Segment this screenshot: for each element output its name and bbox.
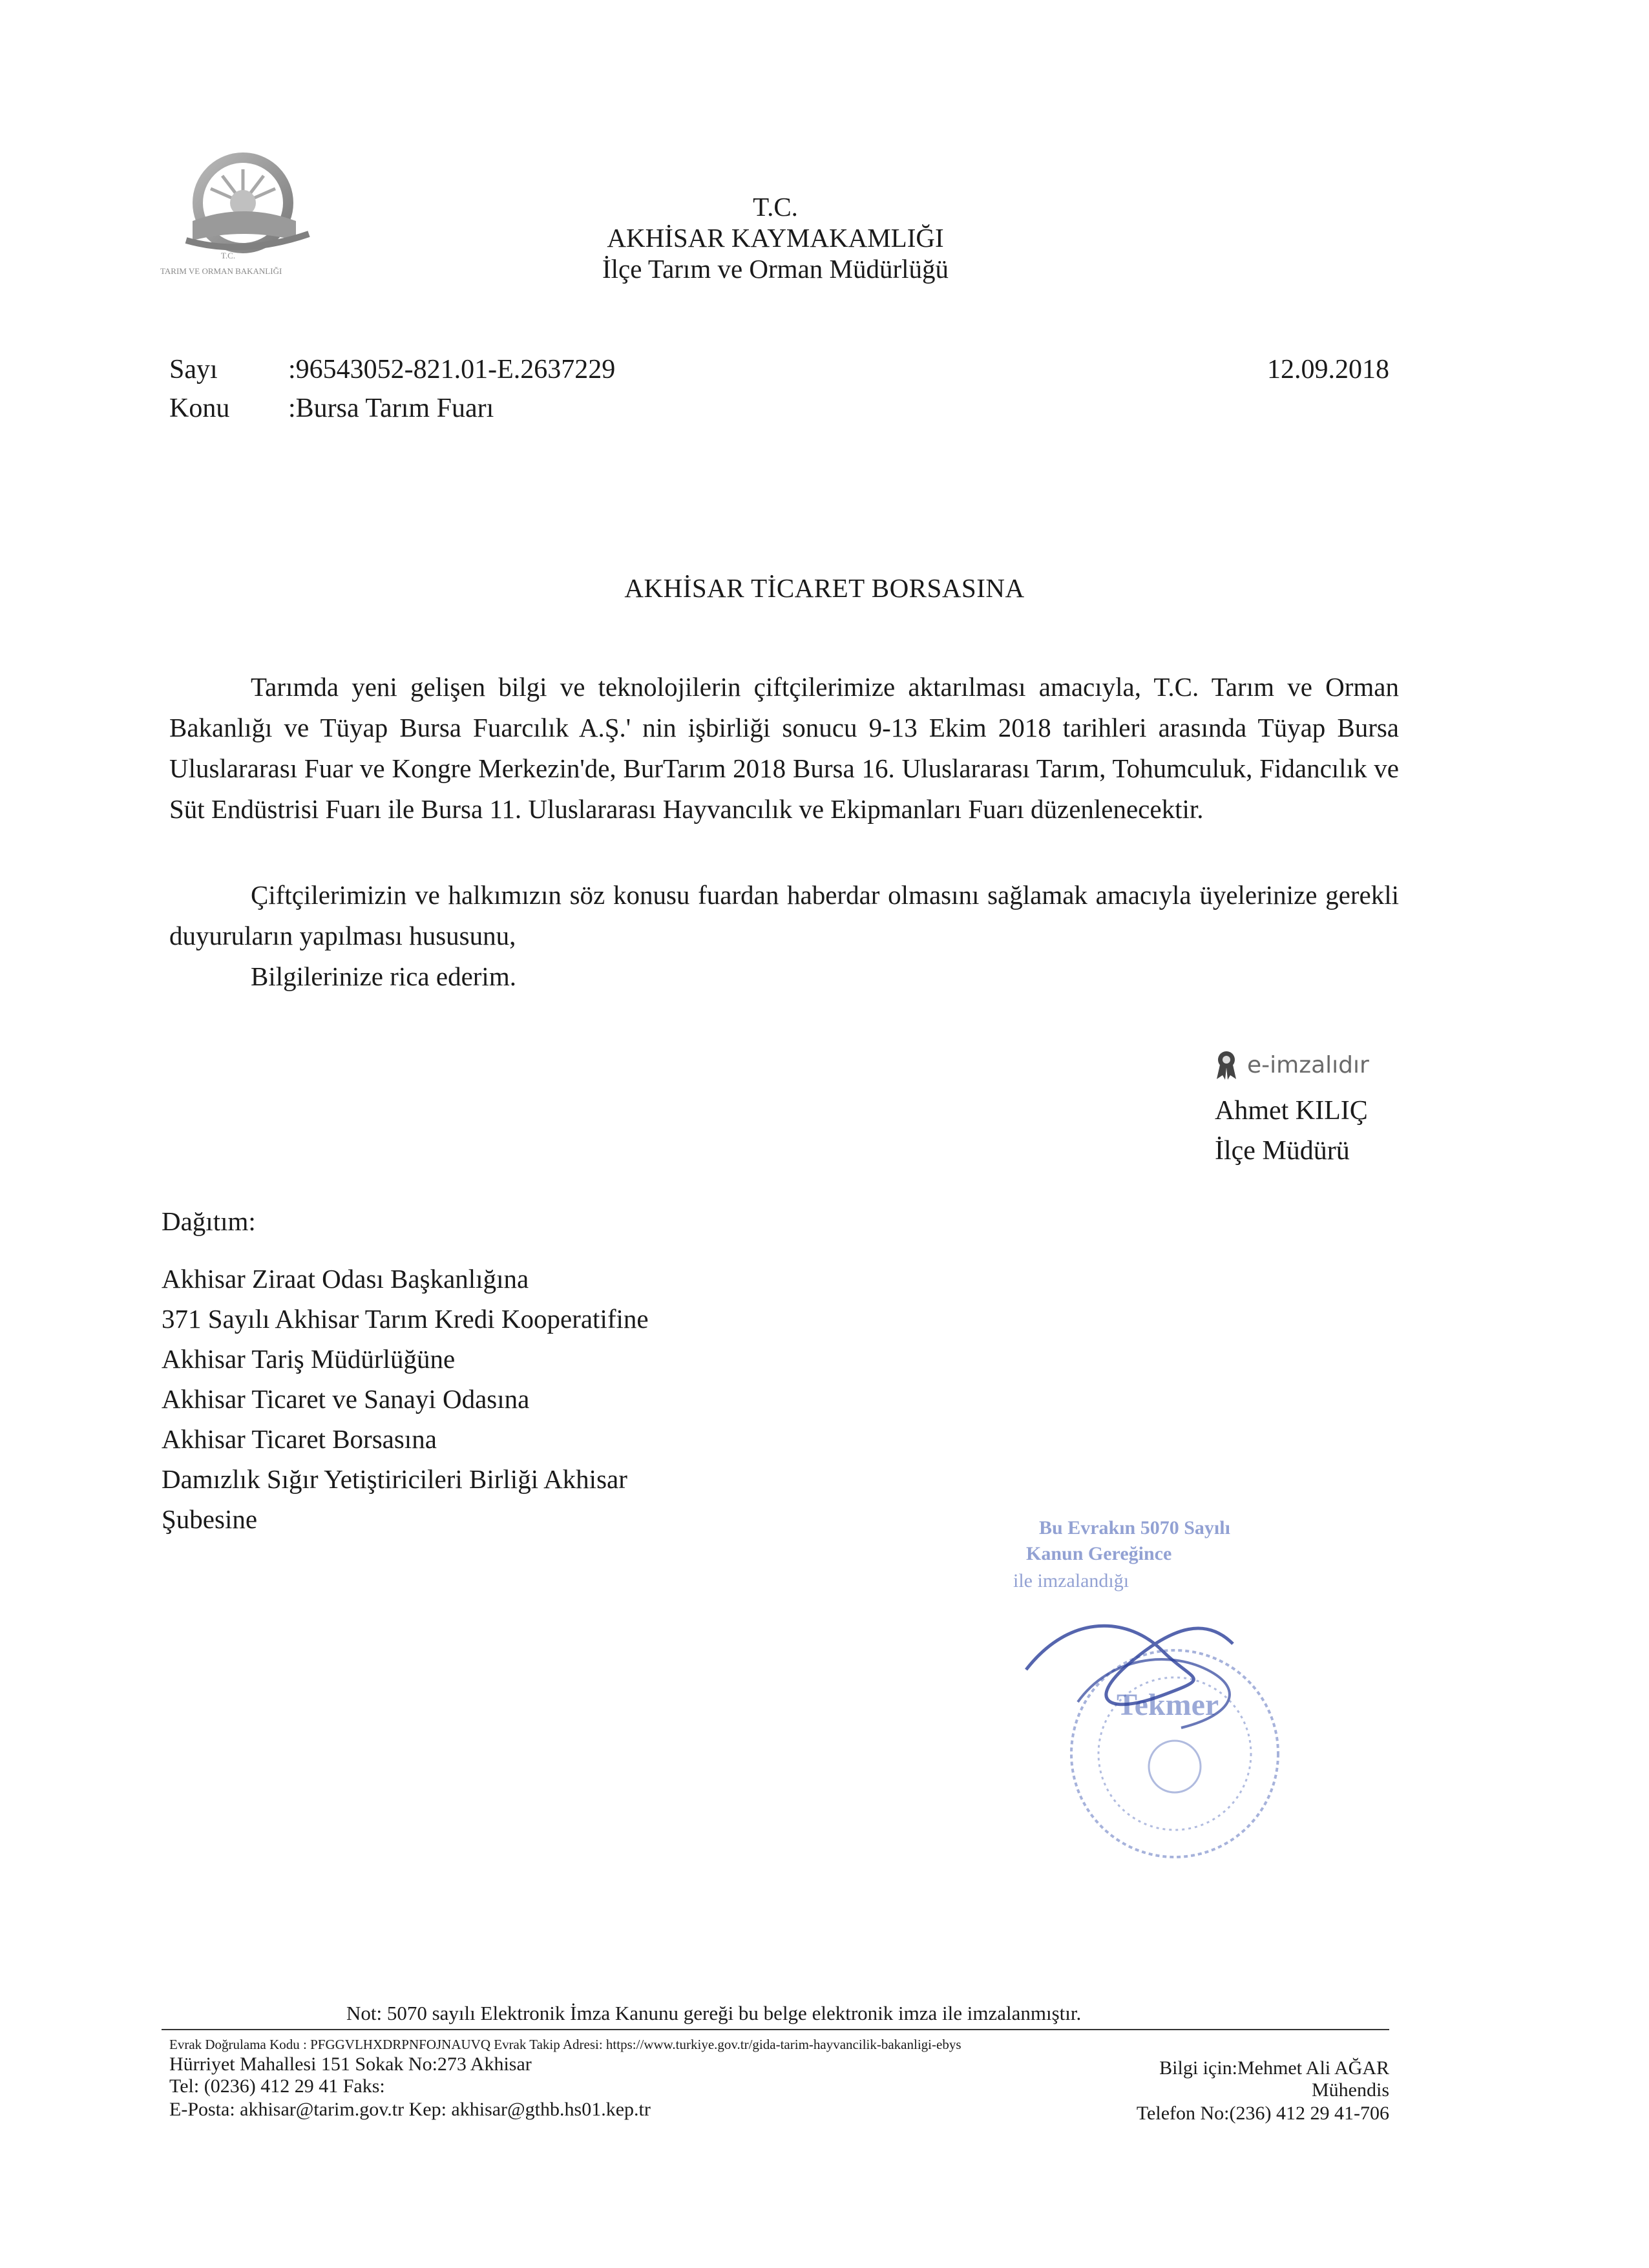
footer-info-phone: Telefon No:(236) 412 29 41-706 — [1136, 2103, 1389, 2124]
distribution-item: Akhisar Ticaret Borsasına — [162, 1424, 437, 1454]
svg-text:Tekmer: Tekmer — [1117, 1688, 1219, 1722]
distribution-item: Akhisar Tariş Müdürlüğüne — [162, 1344, 456, 1374]
header-line-tc: T.C. — [753, 192, 798, 222]
distribution-title: Dağıtım: — [162, 1206, 256, 1236]
distribution-list — [162, 1259, 649, 1539]
svg-text:Bu Evrakın 5070 Sayılı: Bu Evrakın 5070 Sayılı — [1039, 1517, 1230, 1538]
svg-text:ile imzalandığı: ile imzalandığı — [1013, 1570, 1129, 1591]
body-paragraph-1: Tarımda yeni gelişen bilgi ve teknolojilerin çiftçilerimize aktarılması amacıyla, T.C. Tarım ve Orman Bakanlığı ve Tüyap Bursa Fuarcılık A.Ş.' nin işbirliği sonucu 9-13 Ekim 2018 tarihleri arasında Tüyap Bursa Uluslararası Fuar ve Kongre Merkezin'de, BurTarım 2018 Bursa 16. Uluslararası Tarım, Tohumculuk, Fidancılık ve Süt Endüstrisi Fuarı ile Bursa 11. Uluslararası Hayvancılık ve Ekipmanları Fuarı düzenlenecektir. — [169, 672, 1399, 824]
distribution-item: 371 Sayılı Akhisar Tarım Kredi Kooperatifine — [162, 1304, 649, 1334]
ministry-emblem-icon — [160, 150, 330, 260]
signer-name: Ahmet KILIÇ — [1215, 1096, 1368, 1126]
distribution-item: Şubesine — [162, 1504, 258, 1534]
esignature-label: e-imzalıdır — [1247, 1051, 1369, 1078]
distribution-item: Akhisar Ziraat Odası Başkanlığına — [162, 1264, 529, 1294]
footer-info-contact: Bilgi için:Mehmet Ali AĞAR — [1159, 2057, 1389, 2079]
footer-tel: Tel: (0236) 412 29 41 Faks: — [169, 2075, 385, 2097]
ribbon-icon — [1215, 1049, 1238, 1080]
body-paragraph-3: Bilgilerinize rica ederim. — [251, 961, 516, 991]
konu-label: Konu — [169, 394, 230, 423]
logo-tc-text: T.C. — [220, 251, 236, 260]
stamp-seal-icon — [1000, 1508, 1304, 1870]
document-date: 12.09.2018 — [1267, 355, 1389, 384]
ministry-logo — [160, 150, 330, 287]
esignature-mark — [1215, 1049, 1369, 1080]
footer-verification: Evrak Doğrulama Kodu : PFGGVLHXDRPNFOJNAUVQ Evrak Takip Adresi: https://www.turkiye.gov.tr/gida-tarim-hayvancilik-bakanligi-ebys — [169, 2037, 961, 2052]
addressee: AKHİSAR TİCARET BORSASINA — [624, 573, 1025, 603]
header-line-mudurluk: İlçe Tarım ve Orman Müdürlüğü — [602, 254, 949, 284]
footer-address: Hürriyet Mahallesi 151 Sokak No:273 Akhisar — [169, 2053, 532, 2075]
footer-note: Not: 5070 sayılı Elektronik İmza Kanunu gereği bu belge elektronik imza ile imzalanmıştır. — [346, 2002, 1082, 2024]
signer-title: İlçe Müdürü — [1215, 1136, 1350, 1166]
header-line-kaymakamlik: AKHİSAR KAYMAKAMLIĞI — [607, 223, 944, 253]
footer-email: E-Posta: akhisar@tarim.gov.tr Kep: akhisar@gthb.hs01.kep.tr — [169, 2099, 651, 2120]
footer-divider — [162, 2029, 1389, 2030]
footer-info-title: Mühendis — [1312, 2079, 1389, 2101]
sayi-label: Sayı — [169, 355, 218, 384]
official-stamp — [1000, 1508, 1304, 1870]
body-paragraph-2: Çiftçilerimizin ve halkımızın söz konusu fuardan haberdar olmasını sağlamak amacıyla üyelerinize gerekli duyuruların yapılması hususunu, — [169, 880, 1399, 950]
distribution-item: Akhisar Ticaret ve Sanayi Odasına — [162, 1384, 530, 1414]
svg-text:Kanun Gereğince: Kanun Gereğince — [1026, 1543, 1172, 1564]
konu-value: :Bursa Tarım Fuarı — [288, 394, 494, 423]
sayi-value: :96543052-821.01-E.2637229 — [288, 355, 616, 384]
distribution-item: Damızlık Sığır Yetiştiricileri Birliği Akhisar — [162, 1464, 627, 1494]
logo-ministry-text: TARIM VE ORMAN BAKANLIĞI — [160, 266, 282, 276]
